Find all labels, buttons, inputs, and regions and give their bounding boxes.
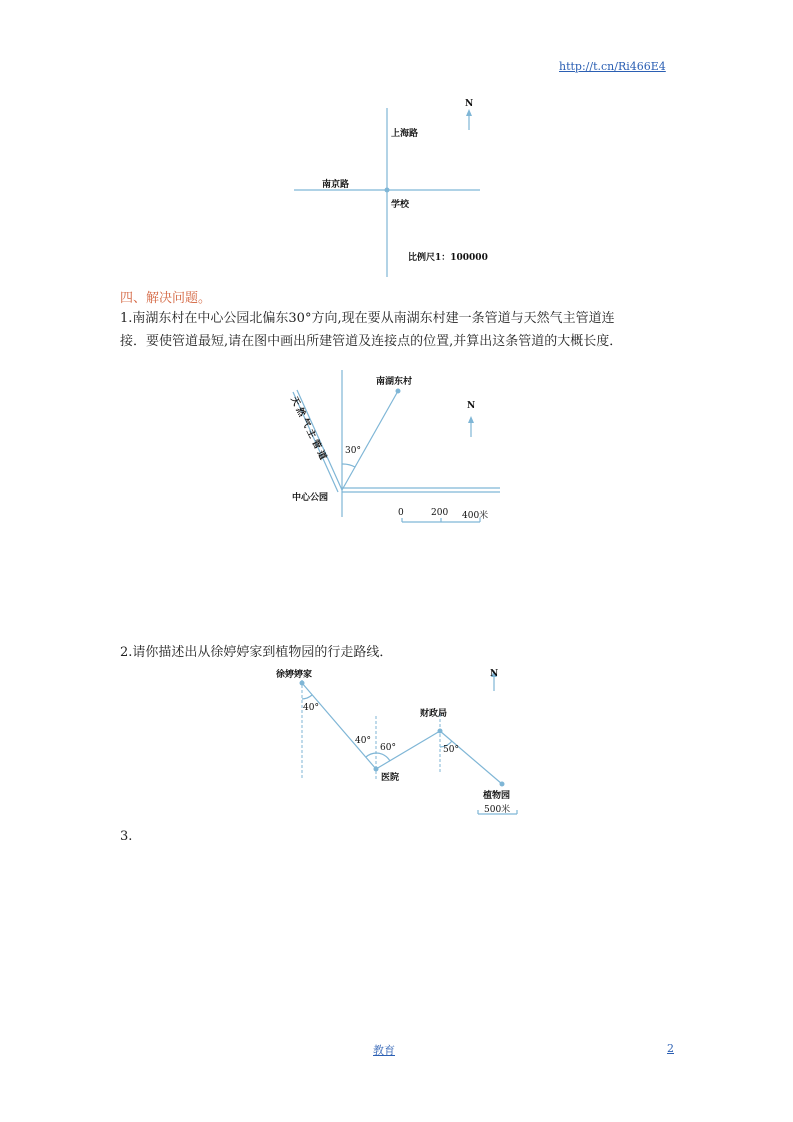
route-bureau-garden bbox=[440, 731, 502, 784]
page-number[interactable]: 2 bbox=[667, 1042, 674, 1055]
north-label-2: N bbox=[467, 401, 476, 411]
section-title: 四、解决问题。 bbox=[120, 291, 212, 306]
home-dot bbox=[300, 681, 305, 686]
bureau-label: 财政局 bbox=[420, 709, 448, 719]
angle-50-label: 50° bbox=[443, 745, 459, 755]
q2-text: 2.请你描述出从徐婷婷家到植物园的行走路线． bbox=[120, 645, 393, 660]
map1-scale-label: 比例尺1：100000 bbox=[408, 253, 488, 263]
shanghai-road-label: 上海路 bbox=[391, 129, 419, 139]
angle-30-label: 30° bbox=[345, 446, 361, 456]
q1-text-line1: 1.南湖东村在中心公园北偏东30°方向,现在要从南湖东村建一条管道与天然气主管道连 bbox=[120, 311, 615, 326]
angle-60-label: 60° bbox=[380, 743, 396, 753]
scale-label-400: 400米 bbox=[462, 511, 489, 521]
village-label: 南湖东村 bbox=[376, 377, 413, 387]
scale-label-200: 200 bbox=[431, 508, 449, 518]
footer-link[interactable]: 教育 bbox=[373, 1044, 395, 1057]
garden-dot bbox=[500, 782, 505, 787]
bureau-dot bbox=[438, 729, 443, 734]
garden-label: 植物园 bbox=[483, 791, 511, 801]
nanjing-road-label: 南京路 bbox=[322, 180, 350, 190]
north-label-1: N bbox=[465, 99, 474, 109]
angle-40-hospital-label: 40° bbox=[355, 736, 371, 746]
header-link[interactable]: http://t.cn/Ri466E4 bbox=[559, 60, 666, 73]
school-label: 学校 bbox=[391, 200, 410, 210]
q1-text-line2: 接．要使管道最短,请在图中画出所建管道及连接点的位置,并算出这条管道的大概长度． bbox=[120, 334, 623, 349]
north-label-3: N bbox=[490, 669, 499, 679]
hospital-dot bbox=[374, 767, 379, 772]
route-home-hospital bbox=[302, 683, 376, 769]
hospital-label: 医院 bbox=[381, 773, 400, 783]
q3-text: 3. bbox=[120, 829, 133, 844]
route-scale-label: 500米 bbox=[484, 805, 511, 815]
angle-arc-hospital-b bbox=[376, 753, 390, 761]
scale-label-0: 0 bbox=[398, 508, 404, 518]
angle-arc-home bbox=[302, 695, 312, 699]
angle-40-home-label: 40° bbox=[303, 703, 319, 713]
home-label: 徐婷婷家 bbox=[276, 670, 313, 680]
park-label: 中心公园 bbox=[292, 493, 329, 503]
angle-arc-hospital-a bbox=[366, 753, 376, 757]
gas-pipe-label: 天然气主管道 bbox=[288, 395, 329, 465]
